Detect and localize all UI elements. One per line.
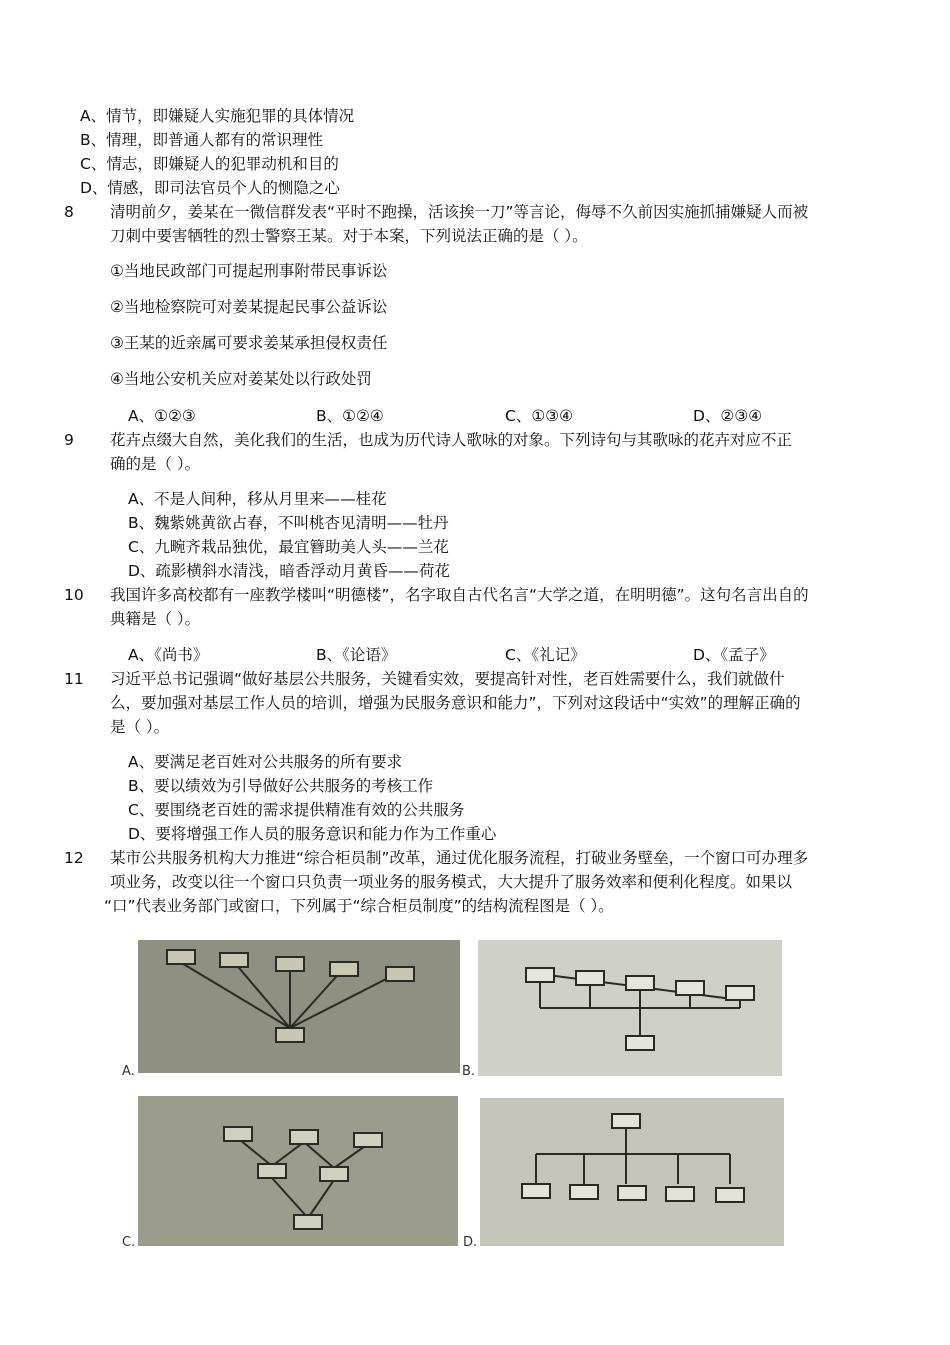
q8-statement-3: ③王某的近亲属可要求姜某承担侵权责任 bbox=[110, 334, 388, 352]
q10-option-b: B、《论语》 bbox=[316, 646, 397, 664]
diagram-d-label: D. bbox=[463, 1235, 478, 1250]
diagram-a bbox=[138, 940, 460, 1073]
q8-number: 8 bbox=[64, 203, 74, 221]
diagram-c bbox=[138, 1096, 458, 1246]
q12-stem-line-1: 某市公共服务机构大力推进“综合柜员制”改革，通过优化服务流程，打破业务壁垒，一个窗口可办理多 bbox=[110, 849, 809, 867]
diagram-c-label: C. bbox=[122, 1235, 136, 1250]
q7-option-a: A、情节，即嫌疑人实施犯罪的具体情况 bbox=[80, 107, 355, 125]
q11-stem-line-1: 习近平总书记强调“做好基层公共服务，关键看实效，要提高针对性，老百姓需要什么，我们就做什 bbox=[110, 670, 785, 688]
q9-stem-line-1: 花卉点缀大自然，美化我们的生活，也成为历代诗人歌咏的对象。下列诗句与其歌咏的花卉对应不正 bbox=[110, 431, 793, 449]
q10-option-d: D、《孟子》 bbox=[693, 646, 775, 664]
q9-option-a: A、不是人间种，移从月里来——桂花 bbox=[128, 490, 387, 508]
q8-stem-line-2: 刀刺中要害牺牲的烈士警察王某。对于本案，下列说法正确的是（ ）。 bbox=[110, 227, 588, 245]
q10-stem-line-1: 我国许多高校都有一座教学楼叫“明德楼”，名字取自古代名言“大学之道，在明明德”。这句名言出自的 bbox=[110, 586, 809, 604]
q9-option-b: B、魏紫姚黄欲占春，不叫桃杏见清明——牡丹 bbox=[128, 514, 449, 532]
q11-option-a: A、要满足老百姓对公共服务的所有要求 bbox=[128, 753, 403, 771]
q9-option-d: D、疏影横斜水清浅，暗香浮动月黄昏——荷花 bbox=[128, 562, 450, 580]
diagram-d bbox=[480, 1098, 784, 1246]
q8-statement-2: ②当地检察院可对姜某提起民事公益诉讼 bbox=[110, 298, 388, 316]
q9-number: 9 bbox=[64, 431, 74, 449]
q8-option-a: A、①②③ bbox=[128, 407, 196, 425]
q9-stem-line-2: 确的是（ ）。 bbox=[110, 455, 201, 473]
q8-stem-line-1: 清明前夕，姜某在一微信群发表“平时不跑操，活该挨一刀”等言论，侮辱不久前因实施抓捕嫌疑人而被 bbox=[110, 203, 809, 221]
q8-statement-4: ④当地公安机关应对姜某处以行政处罚 bbox=[110, 370, 372, 388]
q7-option-c: C、情志，即嫌疑人的犯罪动机和目的 bbox=[80, 155, 339, 173]
q9-option-c: C、九畹齐栽品独优，最宜簪助美人头——兰花 bbox=[128, 538, 449, 556]
q7-option-b: B、情理，即普通人都有的常识理性 bbox=[80, 131, 324, 149]
diagram-d-svg bbox=[480, 1098, 784, 1246]
q8-option-c: C、①③④ bbox=[505, 407, 574, 425]
q10-option-c: C、《礼记》 bbox=[505, 646, 586, 664]
q11-option-d: D、要将增强工作人员的服务意识和能力作为工作重心 bbox=[128, 825, 497, 843]
q8-option-b: B、①②④ bbox=[316, 407, 384, 425]
q10-stem-line-2: 典籍是（ ）。 bbox=[110, 610, 201, 628]
diagram-b-label: B. bbox=[462, 1064, 476, 1079]
q11-option-b: B、要以绩效为引导做好公共服务的考核工作 bbox=[128, 777, 434, 795]
q10-number: 10 bbox=[64, 586, 84, 604]
q7-option-d: D、情感，即司法官员个人的恻隐之心 bbox=[80, 179, 340, 197]
diagram-a-label: A. bbox=[122, 1064, 135, 1079]
q11-stem-line-2: 么，要加强对基层工作人员的培训，增强为民服务意识和能力”，下列对这段话中“实效”的理解正确的 bbox=[110, 694, 801, 712]
q12-number: 12 bbox=[64, 849, 84, 867]
q8-statement-1: ①当地民政部门可提起刑事附带民事诉讼 bbox=[110, 262, 388, 280]
q11-option-c: C、要围绕老百姓的需求提供精准有效的公共服务 bbox=[128, 801, 465, 819]
q12-stem-line-2: 项业务，改变以往一个窗口只负责一项业务的服务模式，大大提升了服务效率和便利化程度。如果以 bbox=[110, 873, 793, 891]
q11-number: 11 bbox=[64, 670, 84, 688]
diagram-b bbox=[478, 940, 782, 1076]
diagram-b-svg bbox=[478, 940, 782, 1076]
q8-option-d: D、②③④ bbox=[693, 407, 763, 425]
diagram-a-svg bbox=[138, 940, 460, 1073]
q12-stem-line-3: “口”代表业务部门或窗口，下列属于“综合柜员制度”的结构流程图是（ ）。 bbox=[104, 897, 614, 915]
diagram-c-svg bbox=[138, 1096, 458, 1246]
q11-stem-line-3: 是（ ）。 bbox=[110, 718, 170, 736]
q10-option-a: A、《尚书》 bbox=[128, 646, 209, 664]
